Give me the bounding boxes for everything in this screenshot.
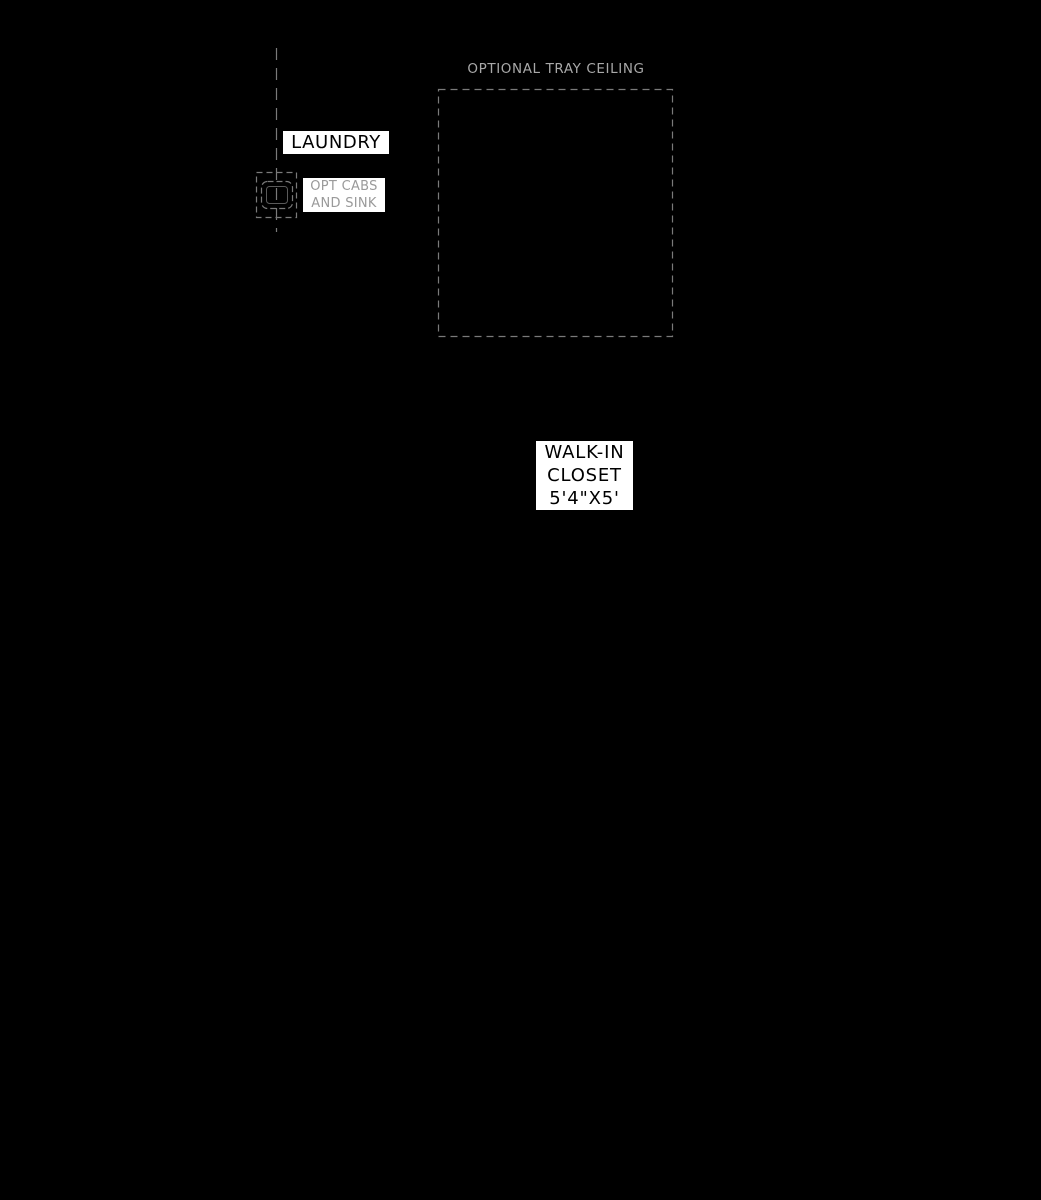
closet-label-line-1: WALK-IN: [544, 442, 625, 463]
opt-cabs-sink-label: [303, 178, 385, 212]
closet-label-line-2: CLOSET: [547, 465, 622, 486]
tray-ceiling-label: OPTIONAL TRAY CEILING: [467, 61, 645, 77]
opt-cabs-label-line-1: OPT CABS: [310, 179, 378, 194]
closet-dimensions: 5'4"X5': [549, 488, 620, 509]
walk-in-closet-label: [536, 441, 633, 510]
opt-cabs-label-line-2: AND SINK: [311, 196, 377, 211]
tray-ceiling-outline: [439, 90, 673, 337]
laundry-room-label: LAUNDRY: [283, 131, 389, 154]
